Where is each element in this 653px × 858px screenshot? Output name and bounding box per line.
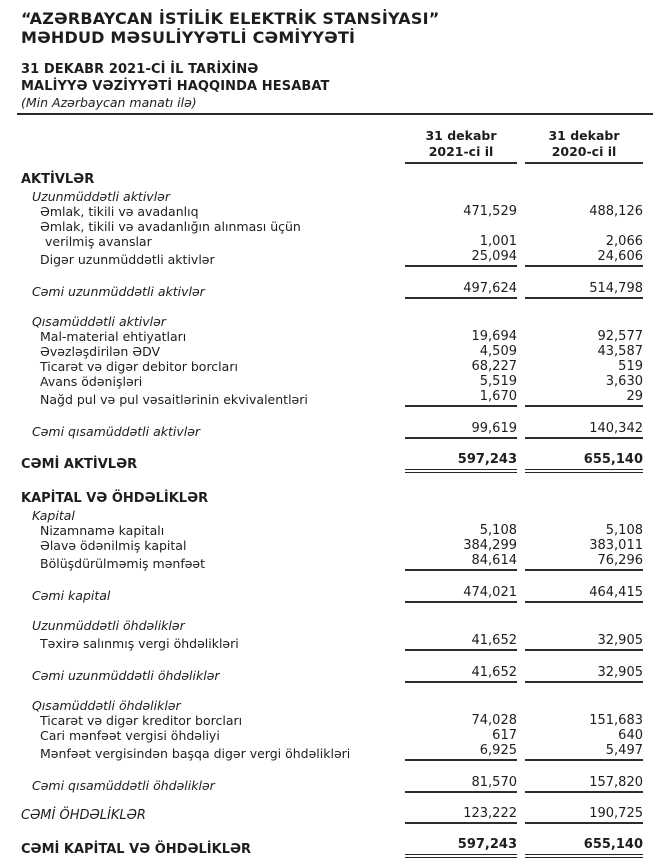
row-label: Uzunmüddətli aktivlər: [32, 189, 171, 204]
header-rule: [17, 113, 653, 115]
value-2021: 123,222: [405, 806, 517, 824]
value-2020: 32,905: [525, 633, 643, 651]
row-label: AKTİVLƏR: [21, 172, 95, 187]
value-2021: 474,021: [405, 585, 517, 603]
table-row: [21, 553, 643, 571]
row-label: CƏMİ ÖHDƏLİKLƏR: [21, 808, 146, 823]
row-current-assets-header: [21, 314, 643, 329]
value-2021: 25,094: [405, 249, 517, 267]
row-total-current-liabilities: [21, 775, 643, 793]
row-label: Əmlak, tikili və avadanlıq: [40, 204, 199, 219]
table-row: [21, 359, 643, 374]
row-label: Avans ödənişləri: [40, 374, 143, 389]
row-label: Əmlak, tikili və avadanlığın alınması üçün verilmiş avanslar: [40, 219, 301, 249]
value-2021: 1,001: [479, 234, 517, 249]
value-2021: 99,619: [405, 421, 517, 439]
row-label: Əvəzləşdirilən ƏDV: [40, 344, 161, 359]
row-label: Cəmi kapital: [32, 588, 111, 603]
value-2021: 41,652: [405, 665, 517, 683]
year-column-headers: [21, 128, 643, 164]
value-2020: 514,798: [525, 281, 643, 299]
value-2020: 157,820: [525, 775, 643, 793]
row-label: KAPİTAL VƏ ÖHDƏLİKLƏR: [21, 491, 209, 506]
table-row: [21, 538, 643, 553]
value-2020: 640: [618, 728, 643, 743]
row-noncurrent-assets-header: [21, 189, 643, 204]
value-2020: 464,415: [525, 585, 643, 603]
value-2020: 383,011: [589, 538, 643, 553]
row-total-assets: [21, 452, 643, 473]
table-row: [21, 389, 643, 407]
value-2020: 32,905: [525, 665, 643, 683]
row-label: Uzunmüddətli öhdəliklər: [32, 618, 185, 633]
row-label: CƏMİ AKTİVLƏR: [21, 457, 138, 472]
row-label: Digər uzunmüddətli aktivlər: [40, 252, 215, 267]
column-header-2020: 31 dekabr 2020-ci il: [525, 128, 643, 164]
row-label: Mənfəət vergisindən başqa digər vergi öhdəlikləri: [40, 746, 351, 761]
table-row: [21, 713, 643, 728]
row-label: Mal-material ehtiyatları: [40, 329, 187, 344]
row-label: Nizamnamə kapitalı: [40, 523, 165, 538]
row-label: Qısamüddətli aktivlər: [32, 314, 166, 329]
column-header-2021: 31 dekabr 2021-ci il: [405, 128, 517, 164]
value-2021: 74,028: [471, 713, 517, 728]
row-label: Kapital: [32, 508, 75, 523]
table-row: [21, 633, 643, 651]
row-total-equity: [21, 585, 643, 603]
value-2020: 29: [525, 389, 643, 407]
value-2021: 19,694: [471, 329, 517, 344]
value-2020: 190,725: [525, 806, 643, 824]
value-2021: 597,243: [405, 837, 517, 858]
row-total-noncurrent-liabilities: [21, 665, 643, 683]
value-2020: 43,587: [597, 344, 643, 359]
value-2020: 140,342: [525, 421, 643, 439]
row-label: Cəmi qısamüddətli öhdəliklər: [32, 778, 215, 793]
value-2021: 597,243: [405, 452, 517, 473]
value-2021: 384,299: [463, 538, 517, 553]
value-2021: 84,614: [405, 553, 517, 571]
value-2021: 5,108: [479, 523, 517, 538]
row-label: Əlavə ödənilmiş kapital: [40, 538, 187, 553]
row-label: Cari mənfəət vergisi öhdəliyi: [40, 728, 220, 743]
company-title-line2: MƏHDUD MƏSULİYYƏTLİ CƏMİYYƏTİ: [21, 28, 356, 47]
row-assets-section: [21, 172, 643, 188]
company-title: [21, 9, 643, 47]
table-row: [21, 743, 643, 761]
row-label: CƏMİ KAPİTAL VƏ ÖHDƏLİKLƏR: [21, 842, 252, 857]
report-heading: [21, 61, 643, 95]
value-2020: 5,108: [605, 523, 643, 538]
value-2021: 471,529: [463, 204, 517, 219]
value-2021: 617: [492, 728, 517, 743]
report-name-line: MALİYYƏ VƏZİYYƏTİ HAQQINDA HESABAT: [21, 79, 330, 94]
row-label: Ticarət və digər debitor borcları: [40, 359, 238, 374]
units-note: (Min Azərbaycan manatı ilə): [21, 95, 197, 110]
row-total-liabilities: [21, 806, 643, 824]
table-row: [21, 728, 643, 743]
row-equity-liabilities-section: [21, 491, 643, 507]
value-2020: 655,140: [525, 837, 643, 858]
value-2020: 151,683: [589, 713, 643, 728]
row-label: Nağd pul və pul vəsaitlərinin ekvivalentləri: [40, 392, 308, 407]
table-row: [21, 204, 643, 219]
value-2021: 497,624: [405, 281, 517, 299]
value-2021: 1,670: [405, 389, 517, 407]
table-row: [21, 219, 643, 249]
row-label: Cəmi qısamüddətli aktivlər: [32, 424, 201, 439]
value-2020: 76,296: [525, 553, 643, 571]
value-2020: 3,630: [605, 374, 643, 389]
value-2020: 24,606: [525, 249, 643, 267]
table-row: [21, 523, 643, 538]
report-date-line: 31 DEKABR 2021-Cİ İL TARİXİNƏ: [21, 62, 259, 77]
table-row: [21, 329, 643, 344]
value-2020: 2,066: [605, 234, 643, 249]
row-label: Cəmi uzunmüddətli aktivlər: [32, 284, 205, 299]
row-equity-header: [21, 508, 643, 523]
row-total-current-assets: [21, 421, 643, 439]
value-2021: 4,509: [479, 344, 517, 359]
balance-sheet-table: [21, 172, 643, 858]
row-noncurrent-liabilities-header: [21, 618, 643, 633]
value-2021: 5,519: [479, 374, 517, 389]
row-total-equity-and-liabilities: [21, 837, 643, 858]
value-2020: 92,577: [597, 329, 643, 344]
value-2021: 41,652: [405, 633, 517, 651]
row-label: Ticarət və digər kreditor borcları: [40, 713, 243, 728]
row-label: Cəmi uzunmüddətli öhdəliklər: [32, 668, 220, 683]
table-row: [21, 249, 643, 267]
value-2020: 655,140: [525, 452, 643, 473]
row-label: Qısamüddətli öhdəliklər: [32, 698, 181, 713]
value-2021: 68,227: [471, 359, 517, 374]
row-label: Təxirə salınmış vergi öhdəlikləri: [40, 636, 239, 651]
value-2021: 6,925: [405, 743, 517, 761]
table-row: [21, 374, 643, 389]
row-total-noncurrent-assets: [21, 281, 643, 299]
value-2020: 5,497: [525, 743, 643, 761]
table-row: [21, 344, 643, 359]
row-current-liabilities-header: [21, 698, 643, 713]
row-label: Bölüşdürülməmiş mənfəət: [40, 556, 205, 571]
company-title-line1: “AZƏRBAYCAN İSTİLİK ELEKTRİK STANSİYASI”: [21, 9, 440, 28]
value-2020: 488,126: [589, 204, 643, 219]
value-2021: 81,570: [405, 775, 517, 793]
value-2020: 519: [618, 359, 643, 374]
